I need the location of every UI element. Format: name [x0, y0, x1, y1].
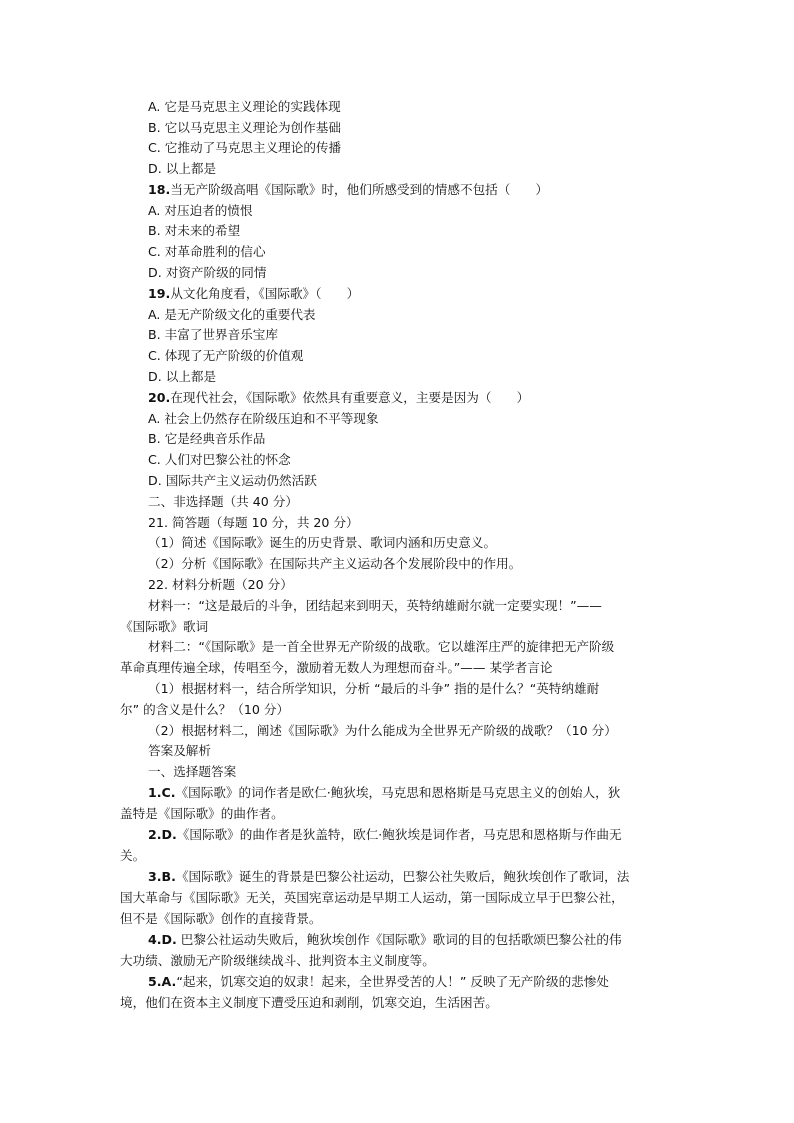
answer-5-text: “起来，饥寒交迫的奴隶！起来，全世界受苦的人！” 反映了无产阶级的悲惨处 [176, 974, 609, 989]
q17-option-b: B. 它以马克思主义理论为创作基础 [148, 120, 341, 135]
q20-stem-text: 在现代社会，《国际歌》依然具有重要意义，主要是因为（ ） [170, 390, 530, 405]
q21-item-1: （1）简述《国际歌》诞生的历史背景、歌词内涵和历史意义。 [148, 535, 497, 550]
answer-1-line-1 [148, 785, 620, 801]
q22-subquestion-1-line-2: 尔” 的含义是什么？（10 分） [120, 702, 290, 717]
q20-option-b: B. 它是经典音乐作品 [148, 431, 266, 446]
answer-3-line-3: 但不是《国际歌》创作的直接背景。 [120, 911, 322, 926]
answer-3-number: 3.B. [148, 869, 176, 884]
q22-material-2-line-1: 材料二：“《国际歌》是一首全世界无产阶级的战歌。它以雄浑庄严的旋律把无产阶级 [148, 639, 615, 654]
q19-stem-text: 从文化角度看，《国际歌》（ ） [170, 286, 360, 301]
q17-option-c: C. 它推动了马克思主义理论的传播 [148, 140, 342, 155]
q22-material-1-line-1: 材料一：“这是最后的斗争，团结起来到明天，英特纳雄耐尔就一定要实现！”—— [148, 598, 602, 613]
q20-option-d: D. 国际共产主义运动仍然活跃 [148, 473, 317, 488]
q18-number: 18. [148, 182, 171, 197]
q18-stem-text: 当无产阶级高唱《国际歌》时，他们所感受到的情感不包括（ ） [170, 182, 549, 197]
q19-option-c: C. 体现了无产阶级的价值观 [148, 348, 304, 363]
answer-5-line-2: 境，他们在资本主义制度下遭受压迫和剥削，饥寒交迫，生活困苦。 [120, 995, 498, 1010]
q22-material-2-line-2: 革命真理传遍全球，传唱至今，激励着无数人为理想而奋斗。”—— 某学者言论 [120, 660, 553, 675]
answer-4-line-2: 大功绩、激励无产阶级继续战斗、批判资本主义制度等。 [120, 953, 435, 968]
answer-4-text: 巴黎公社运动失败后，鲍狄埃创作《国际歌》歌词的目的包括歌颂巴黎公社的伟 [176, 932, 622, 947]
q22-subquestion-2: （2）根据材料二，阐述《国际歌》为什么能成为全世界无产阶级的战歌？（10 分） [148, 723, 617, 738]
answers-subtitle: 一、选择题答案 [148, 764, 237, 779]
answer-1-line-2: 盖特是《国际歌》的曲作者。 [120, 806, 284, 821]
answer-3-text: 《国际歌》诞生的背景是巴黎公社运动，巴黎公社失败后，鲍狄埃创作了歌词，法 [175, 869, 630, 884]
q18-option-c: C. 对革命胜利的信心 [148, 244, 266, 259]
q21-item-2: （2）分析《国际歌》在国际共产主义运动各个发展阶段中的作用。 [148, 556, 522, 571]
q18-option-d: D. 对资产阶级的同情 [148, 265, 267, 280]
q22-subquestion-1-line-1: （1）根据材料一，结合所学知识，分析 “最后的斗争” 指的是什么？“英特纳雄耐 [148, 681, 600, 696]
q18-option-b: B. 对未来的希望 [148, 223, 241, 238]
q19-option-a: A. 是无产阶级文化的重要代表 [148, 307, 316, 322]
section2-title: 二、非选择题（共 40 分） [148, 494, 298, 509]
answer-2-text: 《国际歌》的曲作者是狄盖特，欧仁·鲍狄埃是词作者，马克思和恩格斯与作曲无 [176, 827, 622, 842]
answer-5-number: 5.A. [148, 974, 177, 989]
answer-5-line-1 [148, 974, 609, 990]
q22-material-1-line-2: 《国际歌》歌词 [120, 619, 209, 634]
answer-4-line-1 [148, 932, 622, 948]
q18-stem [148, 182, 548, 198]
q19-option-b: B. 丰富了世界音乐宝库 [148, 327, 278, 342]
q19-option-d: D. 以上都是 [148, 369, 217, 384]
answer-1-text: 《国际歌》的词作者是欧仁·鲍狄埃，马克思和恩格斯是马克思主义的创始人，狄 [175, 785, 621, 800]
answer-3-line-2: 国大革命与《国际歌》无关，英国宪章运动是早期工人运动，第一国际成立早于巴黎公社， [120, 890, 624, 905]
q20-number: 20. [148, 390, 171, 405]
q18-option-a: A. 对压迫者的愤恨 [148, 203, 253, 218]
answer-4-number: 4.D. [148, 932, 177, 947]
q22-title: 22. 材料分析题（20 分） [148, 577, 293, 592]
q17-option-d: D. 以上都是 [148, 161, 217, 176]
q19-number: 19. [148, 286, 171, 301]
answer-2-line-2: 关。 [120, 848, 146, 863]
q20-option-c: C. 人们对巴黎公社的怀念 [148, 452, 291, 467]
q21-title: 21. 简答题（每题 10 分，共 20 分） [148, 515, 359, 530]
q20-option-a: A. 社会上仍然存在阶级压迫和不平等现象 [148, 411, 379, 426]
answer-2-line-1 [148, 827, 622, 843]
answers-title: 答案及解析 [148, 743, 211, 758]
q17-option-a: A. 它是马克思主义理论的实践体现 [148, 99, 341, 114]
answer-1-number: 1.C. [148, 785, 176, 800]
q19-stem [148, 286, 359, 302]
q20-stem [148, 390, 529, 406]
answer-3-line-1 [148, 869, 629, 885]
answer-2-number: 2.D. [148, 827, 177, 842]
